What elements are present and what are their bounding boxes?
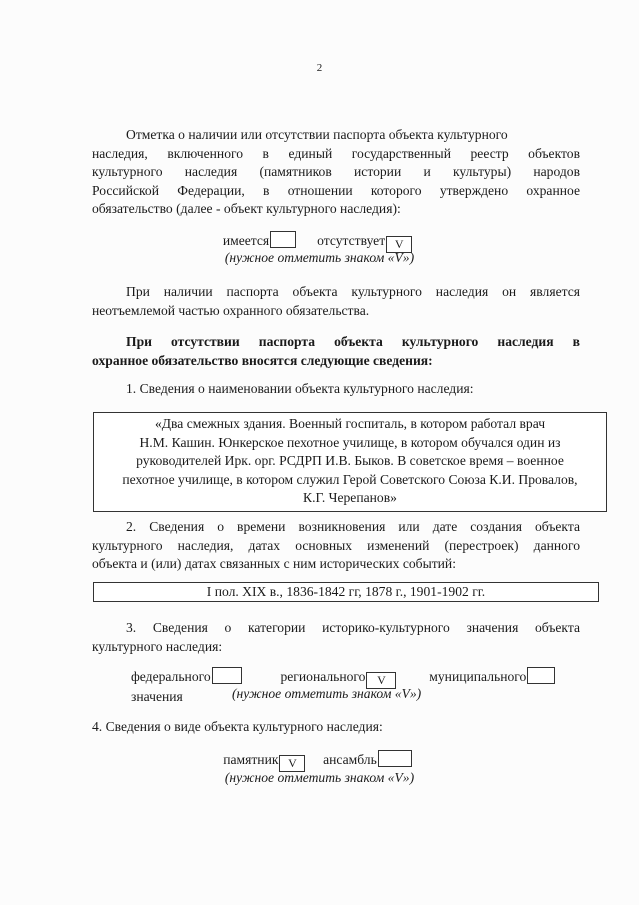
- intro-line: Отметка о наличии или отсутствии паспорта объекта культурного: [126, 127, 508, 142]
- federal-checkbox[interactable]: [212, 667, 242, 684]
- section1-line: К.Г. Черепанов»: [303, 490, 397, 505]
- passport-absent-paragraph: [92, 333, 580, 370]
- section2-line: 2. Сведения о времени возникновения или дате создания объекта: [126, 519, 580, 534]
- section1-line: пехотное училище, в котором служил Герой Советского Союза К.И. Провалов,: [122, 471, 578, 487]
- monument-checkbox[interactable]: V: [279, 755, 305, 772]
- passport-present-paragraph: [92, 283, 580, 320]
- section1-name-box: [93, 412, 607, 512]
- page-number: 2: [316, 62, 323, 74]
- ensemble-label: ансамбль: [323, 752, 377, 767]
- section2-paragraph: [92, 518, 580, 574]
- section4-note: (нужное отметить знаком «V»): [224, 770, 415, 785]
- intro-line: наследия, включенного в единый государственный реестр объектов: [92, 145, 580, 161]
- section1-line: «Два смежных здания. Военный госпиталь, в котором работал врач: [154, 416, 546, 431]
- passport-has-checkbox[interactable]: [270, 231, 296, 248]
- section2-line: культурного наследия, датах основных изменений (перестроек) данного: [92, 537, 580, 553]
- passport-choice-note: (нужное отметить знаком «V»): [224, 250, 415, 265]
- significance-suffix: значения: [131, 689, 183, 704]
- section3-line: 3. Сведения о категории историко-культурного значения объекта: [126, 620, 580, 635]
- passport-has-label: имеется: [222, 233, 270, 248]
- municipal-checkbox[interactable]: [527, 667, 555, 684]
- section2-line: объекта и (или) датах связанных с ним исторических событий:: [92, 556, 456, 571]
- section2-date-box: I пол. XIX в., 1836-1842 гг, 1878 г., 1901-1902 гг.: [93, 582, 599, 602]
- section3-line: культурного наследия:: [92, 638, 223, 654]
- intro-line: культурного наследия (памятников истории и культуры) народов: [92, 164, 580, 179]
- section3-paragraph: [92, 619, 580, 656]
- section1-title: 1. Сведения о наименовании объекта культурного наследия:: [126, 381, 474, 396]
- passport-absent-label: отсутствует: [317, 233, 386, 248]
- intro-line: Российской Федерации, в отношении которого утверждено охранное: [92, 182, 580, 198]
- section1-line: Н.М. Кашин. Юнкерское пехотное училище, в котором обучался один из: [139, 434, 561, 450]
- section3-note: (нужное отметить знаком «V»): [232, 686, 422, 701]
- intro-line: обязательство (далее - объект культурного наследия):: [92, 201, 401, 216]
- passport-present-line: При наличии паспорта объекта культурного наследия он является: [126, 284, 580, 299]
- intro-paragraph: [92, 126, 580, 219]
- section1-line: руководителей Ирк. орг. РСДРП И.В. Быков. В советское время – военное: [136, 453, 564, 468]
- municipal-label: муниципального: [429, 669, 527, 684]
- ensemble-checkbox[interactable]: [378, 750, 412, 767]
- regional-label: регионального: [280, 669, 366, 684]
- passport-absent-line: охранное обязательство вносятся следующие сведения:: [92, 352, 433, 368]
- section4-choice-row: [0, 750, 639, 772]
- passport-absent-checkbox[interactable]: V: [386, 236, 412, 253]
- regional-checkbox[interactable]: V: [366, 672, 396, 689]
- federal-label: федерального: [131, 669, 211, 684]
- passport-present-line: неотъемлемой частью охранного обязательства.: [92, 302, 370, 318]
- passport-absent-line: При отсутствии паспорта объекта культурного наследия в: [126, 334, 580, 349]
- section4-title: 4. Сведения о виде объекта культурного наследия:: [92, 719, 383, 734]
- monument-label: памятник: [223, 752, 279, 767]
